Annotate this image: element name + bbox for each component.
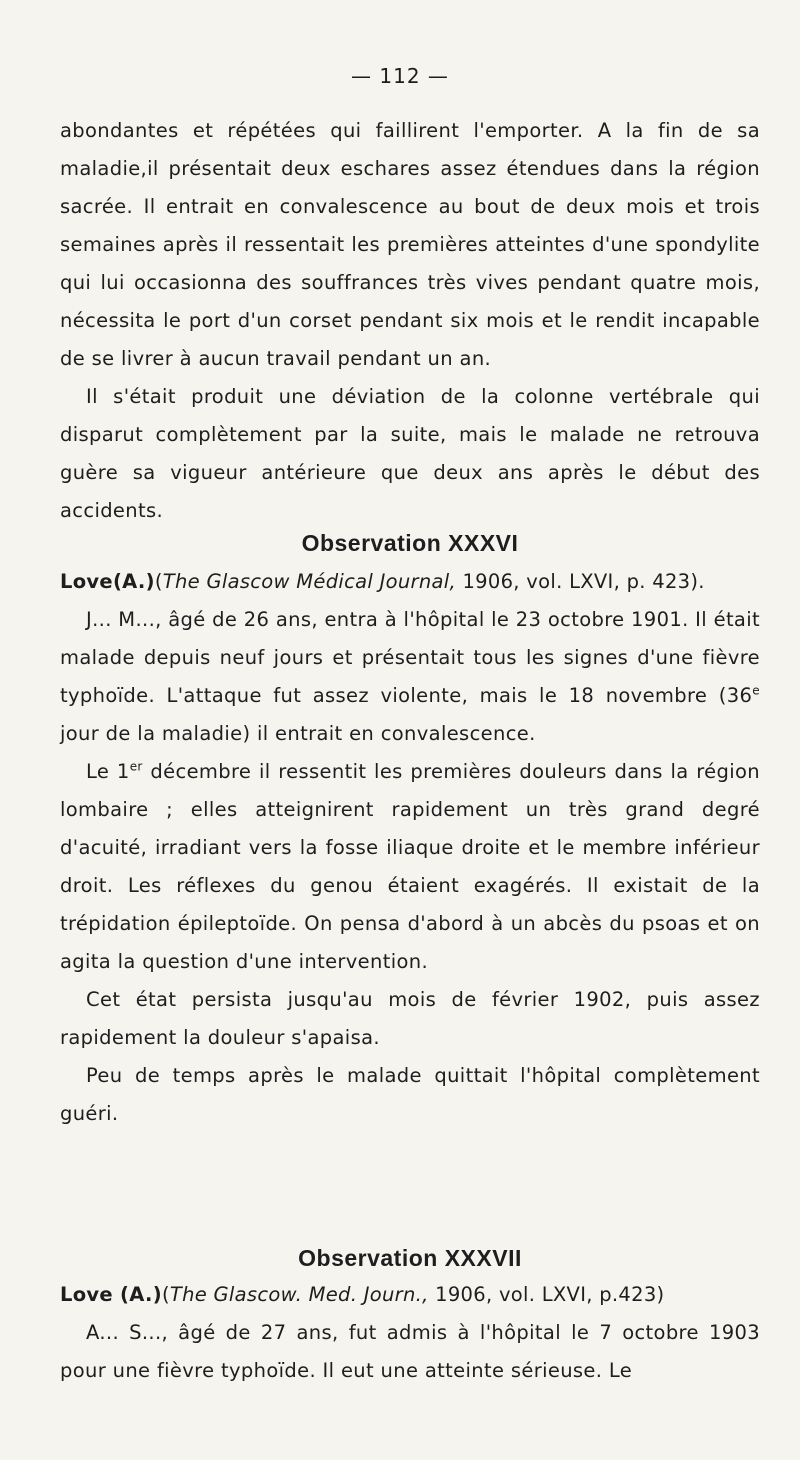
section-heading: Observation XXXVII — [298, 1245, 522, 1271]
superscript: e — [752, 683, 760, 698]
intro-section — [60, 112, 760, 530]
paragraph-text: Le 1 — [86, 760, 130, 783]
paragraph-text: décembre il ressentit les premières douleurs dans la région lombaire ; elles atteignirent rapidement un très grand degré d'acuité, irradiant vers la fosse iliaque droite et le membre inférieur droit. Les réflexes du genou étaient exagérés. Il existait de la trépidation épileptoïde. On pensa d'abord à un abcès du psoas et on agita la question d'une intervention. — [60, 760, 760, 973]
bibliographic-reference — [60, 1276, 760, 1314]
ref-author: Love(A.) — [60, 570, 155, 593]
ref-details: 1906, vol. LXVI, p.423) — [428, 1283, 665, 1306]
paragraph: Peu de temps après le malade quittait l'hôpital complètement guéri. — [60, 1064, 760, 1125]
paragraph: Il s'était produit une déviation de la colonne vertébrale qui disparut complètement par la suite, mais le malade ne retrouva guère sa vigueur antérieure que deux ans après le début des accidents. — [60, 385, 760, 522]
bibliographic-reference — [60, 563, 760, 601]
paragraph — [60, 601, 760, 753]
paragraph: A... S..., âgé de 27 ans, fut admis à l'hôpital le 7 octobre 1903 pour une fièvre typhoïde. Il eut une atteinte sérieuse. Le — [60, 1321, 760, 1382]
paragraph-text: J... M..., âgé de 26 ans, entra à l'hôpital le 23 octobre 1901. Il était malade depuis neuf jours et présentait tous les signes d'une fièvre typhoïde. L'attaque fut assez violente, mais le 18 novembre (36 — [60, 608, 760, 707]
ref-open-paren: ( — [154, 570, 163, 593]
page-number: — 112 — — [351, 64, 449, 88]
section-heading: Observation XXXVI — [301, 530, 519, 556]
ref-author: Love (A.) — [60, 1283, 162, 1306]
paragraph — [60, 753, 760, 981]
ref-journal: The Glascow Médical Journal, — [162, 570, 456, 593]
ref-open-paren: ( — [161, 1283, 170, 1306]
superscript: er — [129, 759, 143, 774]
observation-36 — [60, 530, 760, 1133]
observation-37 — [60, 1245, 760, 1390]
ref-details: 1906, vol. LXVI, p. 423). — [455, 570, 705, 593]
paragraph-text: jour de la maladie) il entrait en convalescence. — [60, 722, 536, 745]
ref-journal: The Glascow. Med. Journ., — [169, 1283, 429, 1306]
paragraph: abondantes et répétées qui faillirent l'emporter. A la fin de sa maladie,il présentait deux eschares assez étendues dans la région sacrée. Il entrait en convalescence au bout de deux mois et trois semaines après il ressentait les premières atteintes d'une spondylite qui lui occasionna des souffrances très vives pendant quatre mois, nécessita le port d'un corset pendant six mois et le rendit incapable de se livrer à aucun travail pendant un an. — [60, 119, 760, 370]
paragraph: Cet état persista jusqu'au mois de février 1902, puis assez rapidement la douleur s'apaisa. — [60, 988, 760, 1049]
